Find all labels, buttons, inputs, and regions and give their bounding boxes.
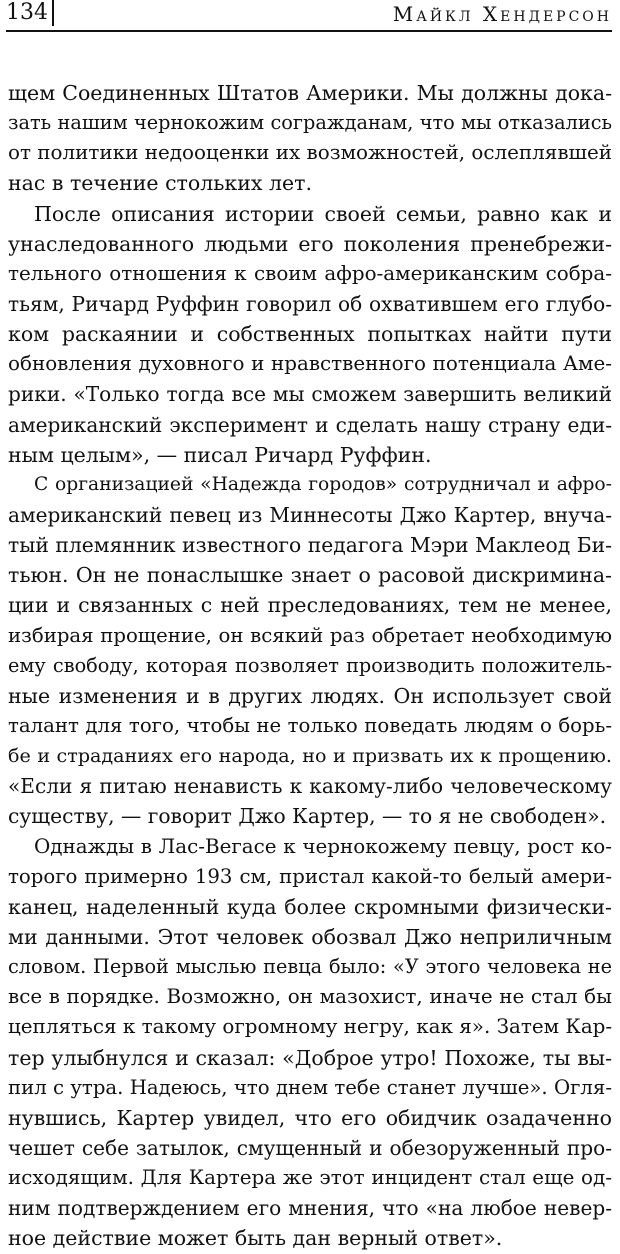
body-text (8, 78, 612, 1253)
running-header-author: Майкл Хендерсон (392, 2, 612, 26)
text-line: ним подтверждением его мнения, что «на любое невер- (8, 1196, 612, 1221)
paragraph-first-line: С организацией «Надежда городов» сотрудничал и афро- (34, 473, 612, 495)
text-line: торого примерно 193 см, пристал какой-то белый амери- (8, 864, 612, 888)
text-line: унаследованного людьми его поколения пренебрежи- (8, 231, 612, 256)
text-line: талант для того, чтобы не только поведать людям о борь- (8, 713, 612, 737)
text-line: американский эксперимент и сделать нашу страну еди- (8, 412, 612, 437)
text-line: «Если я питаю ненависть к какому-либо человеческому (8, 774, 612, 799)
text-line: щем Соединенных Штатов Америки. Мы должны дока- (8, 81, 612, 105)
text-line: обновления духовного и нравственного потенциала Аме- (8, 352, 612, 376)
text-line: избирая прощение, он всякий раз обретает необходимую (8, 623, 612, 647)
text-line: ком раскаянии и собственных попытках найти пути (8, 322, 612, 347)
text-line: чешет себе затылок, смущенный и обезоруженный про- (8, 1135, 612, 1160)
text-line: нувшись, Картер увидел, что его обидчик озадаченно (8, 1105, 612, 1130)
text-line: американский певец из Миннесоты Джо Картер, внуча- (8, 502, 612, 527)
text-line: тьюн. Он не понаслышке знает о расовой дискримина- (8, 563, 612, 588)
text-line: исходящим. Для Картера же этот инцидент стал еще од- (8, 1166, 612, 1190)
text-line: тый племянник известного педагога Мэри Маклеод Би- (8, 533, 612, 558)
text-line: все в порядке. Возможно, он мазохист, иначе не стал бы (8, 985, 612, 1009)
text-line: от политики недооценки их возможностей, ослеплявшей (8, 141, 613, 165)
text-line: зать нашим чернокожим согражданам, что мы отказались (8, 111, 612, 135)
paragraph-first-line: Однажды в Лас-Вегасе к чернокожему певцу, рост ко- (34, 834, 612, 858)
text-line: тельного отношения к своим афро-американским собра- (8, 261, 612, 285)
text-line: тьям, Ричард Руффин говорил об охватившем его глубо- (8, 291, 612, 316)
text-line: ции и связанных с ней преследованиях, тем не менее, (8, 593, 612, 618)
text-line: рики. «Только тогда все мы сможем завершить великий (8, 382, 612, 407)
text-line: словом. Первой мыслью певца было: «У этого человека не (8, 955, 612, 979)
text-line: нас в течение стольких лет. (8, 171, 312, 196)
text-line: ему свободу, которая позволяет производить положитель- (8, 653, 612, 677)
text-line: цепляться к такому огромному негру, как я». Затем Кар- (8, 1015, 613, 1039)
text-line: ми данными. Этот человек обозвал Джо неприличным (8, 924, 612, 949)
text-line: пил с утра. Надеюсь, что днем тебе станет лучше». Огля- (8, 1075, 612, 1099)
text-line: ное действие может быть дан верный ответ». (8, 1226, 503, 1251)
text-line: существу, — говорит Джо Картер, — то я не свободен». (8, 804, 607, 829)
running-header (6, 0, 612, 32)
text-line: бе и страданиях его народа, но и призвать их к прощению. (8, 744, 612, 768)
page-number: 134 (6, 0, 54, 26)
text-line: канец, наделенный куда более скромными физически- (8, 894, 612, 919)
text-line: ным целым», — писал Ричард Руффин. (8, 442, 432, 467)
text-line: ные изменения и в других людях. Он использует свой (8, 683, 612, 708)
text-line: тер улыбнулся и сказал: «Доброе утро! Похоже, ты вы- (8, 1045, 612, 1070)
paragraph-first-line: После описания истории своей семьи, равно как и (34, 201, 612, 226)
